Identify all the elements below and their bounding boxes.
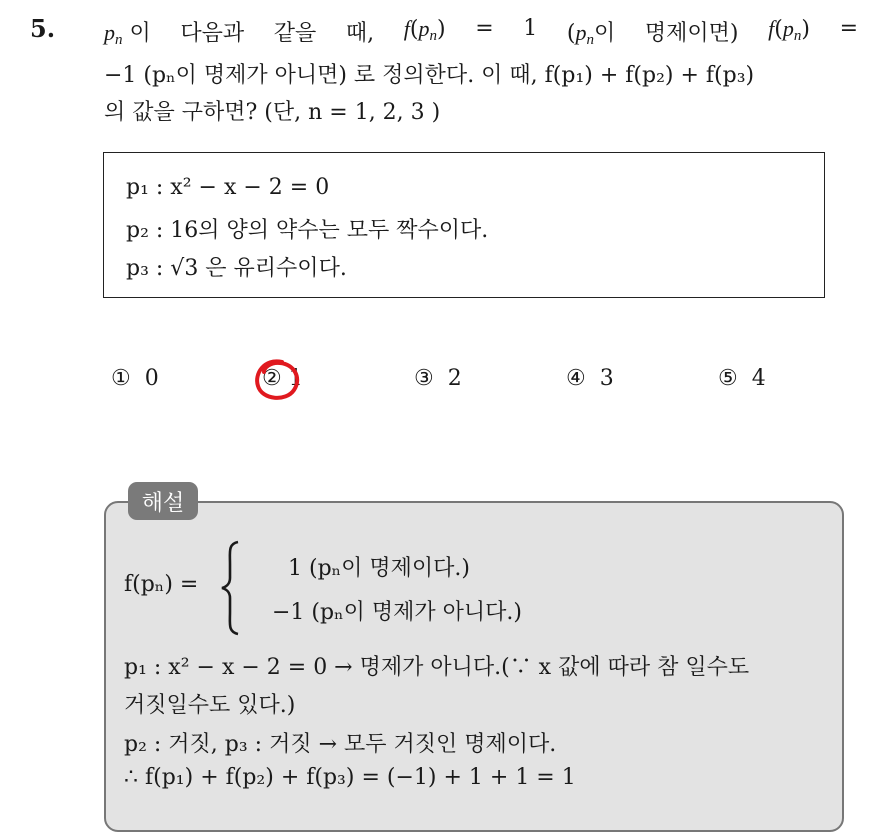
solution-p2-p3-line: p₂ : 거짓, p₃ : 거짓 → 모두 거짓인 명제이다.: [124, 732, 557, 757]
answer-circle-mark: [252, 356, 302, 404]
condition-p2: p₂ : 16의 양의 약수는 모두 짝수이다.: [126, 218, 489, 243]
question-line-1: $p_n$ 이 다음과 같을 때, $f(p_n)$ = 1 ($p_n$이 명제이면) $f(p_n)$ =: [104, 16, 858, 48]
solution-case-1: 1 (pₙ이 명제이다.): [288, 556, 471, 581]
question-line-3: 의 값을 구하면? (단, n = 1, 2, 3 ): [104, 100, 441, 125]
condition-p3: p₃ : √3 은 유리수이다.: [126, 256, 347, 281]
choice-5[interactable]: ⑤ 4: [718, 366, 766, 391]
choice-1[interactable]: ① 0: [111, 366, 159, 391]
choice-3[interactable]: ③ 2: [414, 366, 462, 391]
choice-2[interactable]: ② 1: [262, 366, 303, 391]
question-line-2: −1 (pₙ이 명제가 아니면) 로 정의한다. 이 때, f(p₁) + f(p₂) + f(p₃): [104, 63, 755, 88]
question-number: 5.: [30, 14, 56, 43]
solution-p1-line-b: 거짓일수도 있다.): [124, 693, 296, 718]
solution-result-line: ∴ f(p₁) + f(p₂) + f(p₃) = (−1) + 1 + 1 = 1: [124, 765, 576, 790]
solution-case-2: −1 (pₙ이 명제가 아니다.): [272, 600, 522, 625]
solution-tab-label: 해설: [128, 482, 198, 520]
answer-choices: [0, 366, 884, 400]
choice-4[interactable]: ④ 3: [566, 366, 614, 391]
condition-p1: p₁ : x² − x − 2 = 0: [126, 175, 330, 200]
piecewise-brace: [220, 540, 242, 636]
conditions-box: [103, 152, 825, 298]
solution-def-left: f(pₙ) =: [124, 572, 199, 597]
solution-p1-line-a: p₁ : x² − x − 2 = 0 → 명제가 아니다.(∵ x 값에 따라 참 일수도: [124, 655, 750, 680]
